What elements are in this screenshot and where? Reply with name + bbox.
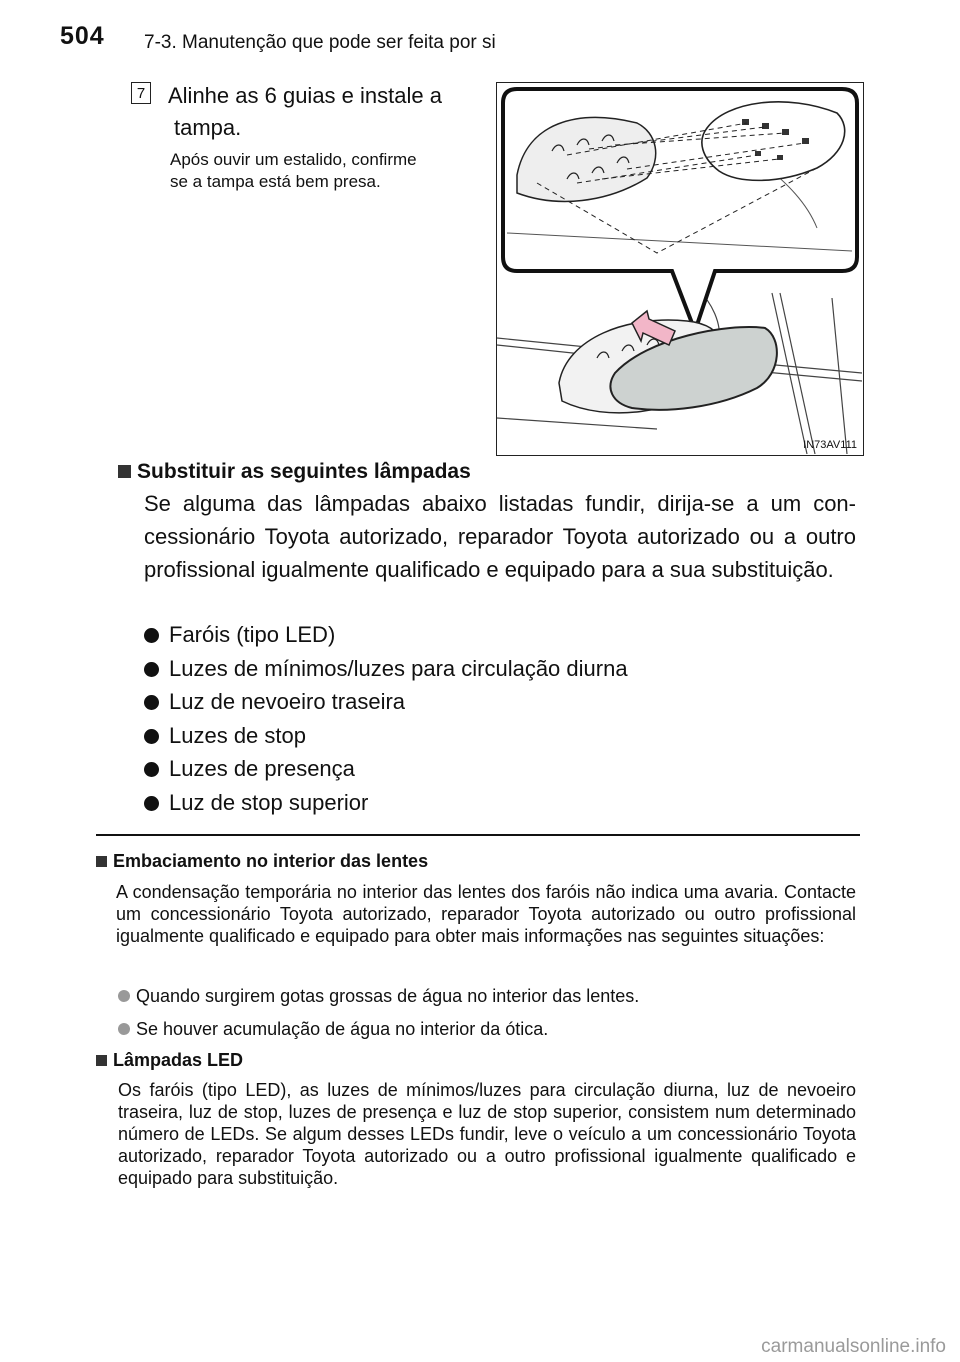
list-item: Faróis (tipo LED) — [144, 618, 856, 652]
list-item: Quando surgirem gotas grossas de água no interior das lentes. — [118, 985, 858, 1007]
replace-bulbs-paragraph: Se alguma das lâmpadas abaixo listadas fundir, dirija-se a um con-cessionário Toyota autorizado, reparador Toyota autorizado ou a outro profissional igualmente qualificado e equipado para a sua substituição. — [144, 491, 856, 582]
list-item: Se houver acumulação de água no interior da ótica. — [118, 1018, 858, 1040]
fog-heading-text: Embaciamento no interior das lentes — [113, 851, 429, 871]
step-note — [170, 149, 482, 193]
page-number: 504 — [60, 22, 105, 50]
bullet-dot-icon — [118, 990, 130, 1002]
step-instruction-line2: tampa. — [174, 115, 242, 140]
fog-heading — [96, 851, 428, 872]
step-note-line1: Após ouvir um estalido, confirme — [170, 150, 417, 169]
list-item: Luzes de presença — [144, 752, 856, 786]
bullet-dot-icon — [144, 796, 159, 811]
bullet-dot-icon — [118, 1023, 130, 1035]
bullet-dot-icon — [144, 762, 159, 777]
replace-bulbs-heading — [118, 460, 471, 484]
square-bullet-icon — [96, 856, 107, 867]
square-bullet-icon — [118, 465, 131, 478]
list-item: Luz de nevoeiro traseira — [144, 685, 856, 719]
step-note-line2: se a tampa está bem presa. — [170, 172, 381, 191]
section-divider — [96, 834, 860, 836]
section-title: 7-3. Manutenção que pode ser feita por si — [144, 32, 496, 53]
mirror-cover-illustration — [496, 82, 864, 456]
list-item: Luz de stop superior — [144, 786, 856, 820]
step-instruction — [168, 80, 478, 144]
led-heading — [96, 1050, 243, 1071]
fog-paragraph: A condensação temporária no interior das lentes dos faróis não indica uma avaria. Contacte um concessionário Toyota autorizado, reparador Toyota autorizado ou outro profissional igualmente qualificado e equipado para obter mais informações nas seguintes situações: — [116, 882, 856, 946]
led-paragraph: Os faróis (tipo LED), as luzes de mínimos/luzes para circulação diurna, luz de nevoeiro traseira, luz de stop, luzes de presença e luz de stop superior, consistem num determinado número de LEDs. Se algum desses LEDs fundir, leve o veículo a um concessionário Toyota autorizado, reparador Toyota autorizado ou a outro profissional igualmente qualificado e equipado para substituição. — [118, 1080, 856, 1188]
step-number-badge: 7 — [131, 82, 151, 104]
bullet-dot-icon — [144, 662, 159, 677]
bullet-dot-icon — [144, 729, 159, 744]
square-bullet-icon — [96, 1055, 107, 1066]
list-item: Luzes de stop — [144, 719, 856, 753]
list-item: Luzes de mínimos/luzes para circulação diurna — [144, 652, 856, 686]
figure-code: IN73AV111 — [803, 439, 857, 451]
led-heading-text: Lâmpadas LED — [113, 1050, 244, 1070]
replace-bulbs-heading-text: Substituir as seguintes lâmpadas — [137, 460, 471, 483]
bullet-dot-icon — [144, 695, 159, 710]
bullet-dot-icon — [144, 628, 159, 643]
bulb-list — [144, 618, 856, 819]
step-instruction-line1: Alinhe as 6 guias e instale a — [168, 83, 442, 108]
mirror-cover-drawing — [497, 83, 862, 454]
watermark: carmanualsonline.info — [761, 1336, 946, 1357]
